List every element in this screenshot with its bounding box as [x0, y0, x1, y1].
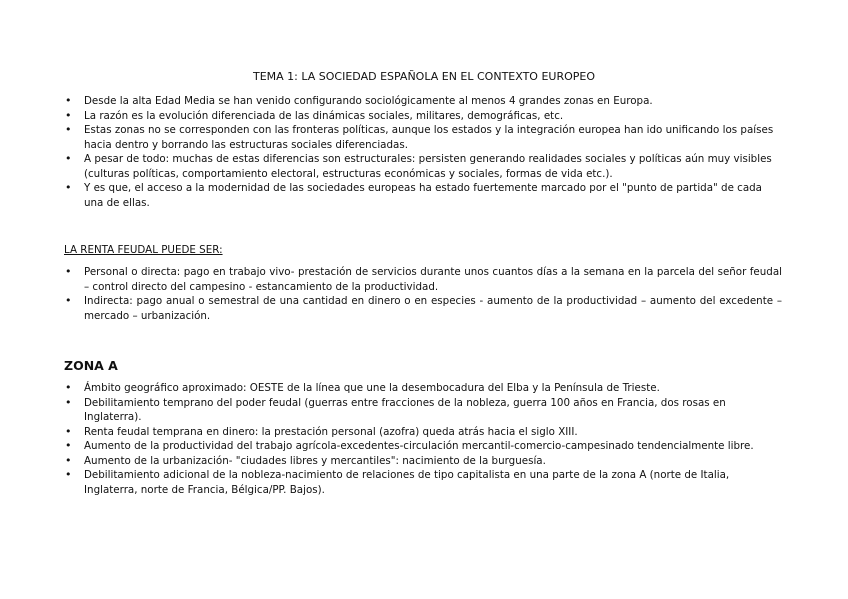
zona-a-bullet-item: • Debilitamiento adicional de la nobleza-nacimiento de relaciones de tipo capitalista en una parte de la zona A (norte de Italia, Inglaterra, norte de Francia, Bélgica/PP. Bajos).	[64, 468, 782, 497]
intro-bullet-item: • Desde la alta Edad Media se han venido configurando sociológicamente al menos 4 grandes zonas en Europa.	[64, 94, 782, 109]
intro-bullet-list	[64, 94, 782, 210]
zona-a-bullet-item: • Aumento de la urbanización- "ciudades libres y mercantiles": nacimiento de la burguesía.	[64, 454, 782, 469]
renta-bullet-list	[64, 265, 782, 323]
zona-a-bullet-item: • Ámbito geográfico aproximado: OESTE de la línea que une la desembocadura del Elba y la Península de Trieste.	[64, 381, 782, 396]
intro-bullet-item: • A pesar de todo: muchas de estas diferencias son estructurales: persisten generando realidades sociales y políticas aún muy visibles (culturas políticas, comportamiento electoral, estructuras económicas y sociales, formas de vida etc.).	[64, 152, 782, 181]
zona-a-bullet-item: • Aumento de la productividad del trabajo agrícola-excedentes-circulación mercantil-comercio-campesinado tendencialmente libre.	[64, 439, 782, 454]
renta-bullet-item: • Indirecta: pago anual o semestral de una cantidad en dinero o en especies - aumento de la productividad – aumento del excedente – mercado – urbanización.	[64, 294, 782, 323]
document-title: TEMA 1: LA SOCIEDAD ESPAÑOLA EN EL CONTEXTO EUROPEO	[253, 70, 595, 83]
zona-a-bullet-item: • Renta feudal temprana en dinero: la prestación personal (azofra) queda atrás hacia el siglo XIII.	[64, 425, 782, 440]
zona-a-bullet-item: • Debilitamiento temprano del poder feudal (guerras entre fracciones de la nobleza, guerra 100 años en Francia, dos rosas en Inglaterra).	[64, 396, 782, 425]
renta-bullet-item: • Personal o directa: pago en trabajo vivo- prestación de servicios durante unos cuantos días a la semana en la parcela del señor feudal – control directo del campesino - estancamiento de la productividad.	[64, 265, 782, 294]
intro-bullet-item: • La razón es la evolución diferenciada de las dinámicas sociales, militares, demográficas, etc.	[64, 109, 782, 124]
renta-feudal-heading: LA RENTA FEUDAL PUEDE SER:	[64, 244, 223, 256]
intro-bullet-item: • Estas zonas no se corresponden con las fronteras políticas, aunque los estados y la integración europea han ido unificando los países hacia dentro y borrando las estructuras sociales diferenciadas.	[64, 123, 782, 152]
zona-a-heading: ZONA A	[64, 358, 118, 373]
intro-bullet-item: • Y es que, el acceso a la modernidad de las sociedades europeas ha estado fuertemente marcado por el "punto de partida" de cada una de ellas.	[64, 181, 782, 210]
zona-a-bullet-list	[64, 381, 782, 497]
